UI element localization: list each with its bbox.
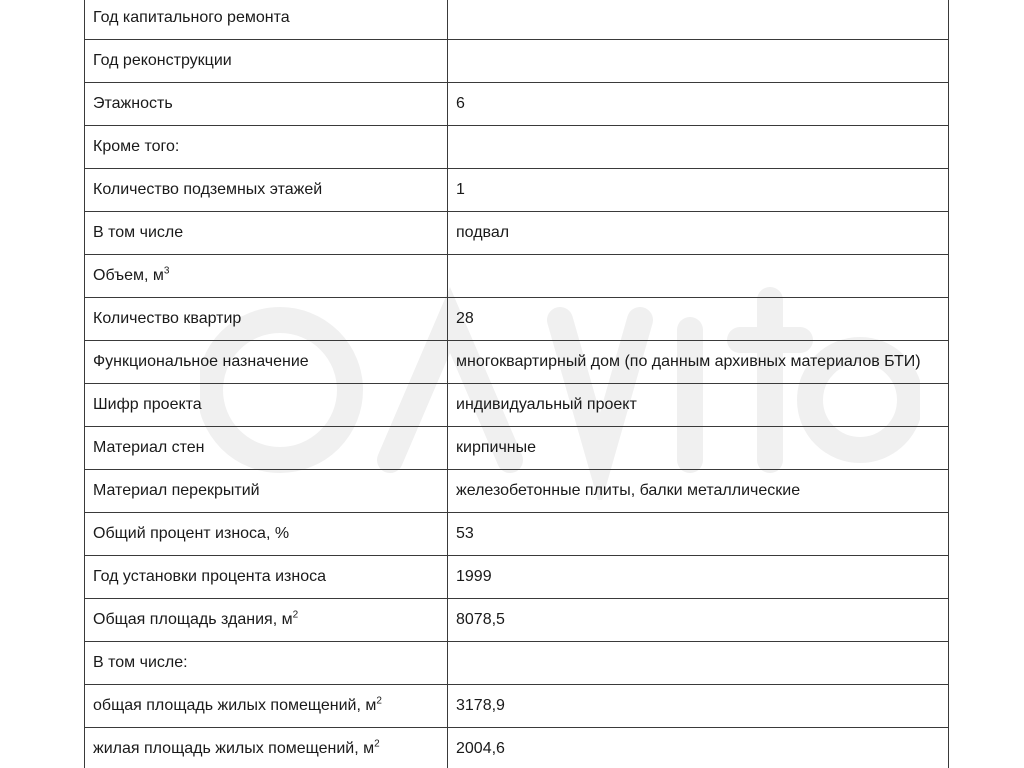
row-label: Шифр проекта [85, 384, 448, 427]
table-row [85, 341, 949, 384]
row-label: Год капитального ремонта [85, 0, 448, 40]
row-value [448, 126, 949, 169]
superscript: 2 [374, 738, 380, 750]
table-row [85, 427, 949, 470]
superscript: 2 [376, 695, 382, 707]
superscript: 2 [292, 609, 299, 621]
table-row [85, 513, 949, 556]
table-row [85, 556, 949, 599]
table-row [85, 384, 949, 427]
row-value: 8078,5 [448, 599, 949, 642]
row-value: подвал [448, 212, 949, 255]
row-value [448, 255, 949, 298]
row-label: Количество квартир [85, 298, 448, 341]
table-row [85, 642, 949, 685]
row-label: Общая площадь здания, $м^2$ [85, 599, 448, 642]
table-row [85, 169, 949, 212]
row-value: 28 [448, 298, 949, 341]
row-label: Материал перекрытий [85, 470, 448, 513]
row-label: общая площадь жилых помещений, $м^2$ [85, 685, 448, 728]
row-value: железобетонные плиты, балки металлические [448, 470, 949, 513]
row-value [448, 40, 949, 83]
row-value: 3178,9 [448, 685, 949, 728]
row-value: индивидуальный проект [448, 384, 949, 427]
table-row [85, 0, 949, 40]
row-label: В том числе: [85, 642, 448, 685]
row-label: Общий процент износа, % [85, 513, 448, 556]
superscript: 3 [163, 265, 170, 277]
row-label: Объем, $м^3$ [85, 255, 448, 298]
row-value: 1 [448, 169, 949, 212]
row-value: многоквартирный дом (по данным архивных материалов БТИ) [448, 341, 949, 384]
row-label: жилая площадь жилых помещений, $м^2$ [85, 728, 448, 768]
row-value [448, 642, 949, 685]
row-value: 6 [448, 83, 949, 126]
row-label: Год реконструкции [85, 40, 448, 83]
row-label: Кроме того: [85, 126, 448, 169]
row-label: Количество подземных этажей [85, 169, 448, 212]
table-row [85, 728, 949, 768]
table-row [85, 599, 949, 642]
row-value [448, 0, 949, 40]
table-row [85, 255, 949, 298]
table-row [85, 685, 949, 728]
row-value: 1999 [448, 556, 949, 599]
table-row [85, 83, 949, 126]
row-label: Функциональное назначение [85, 341, 448, 384]
table-row [85, 126, 949, 169]
row-value: 53 [448, 513, 949, 556]
table-row [85, 40, 949, 83]
row-label: В том числе [85, 212, 448, 255]
row-label: Год установки процента износа [85, 556, 448, 599]
table-row [85, 470, 949, 513]
row-value: кирпичные [448, 427, 949, 470]
row-label: Этажность [85, 83, 448, 126]
row-value: 2004,6 [448, 728, 949, 768]
table-row [85, 212, 949, 255]
building-info-table [84, 0, 949, 768]
table-row [85, 298, 949, 341]
row-label: Материал стен [85, 427, 448, 470]
